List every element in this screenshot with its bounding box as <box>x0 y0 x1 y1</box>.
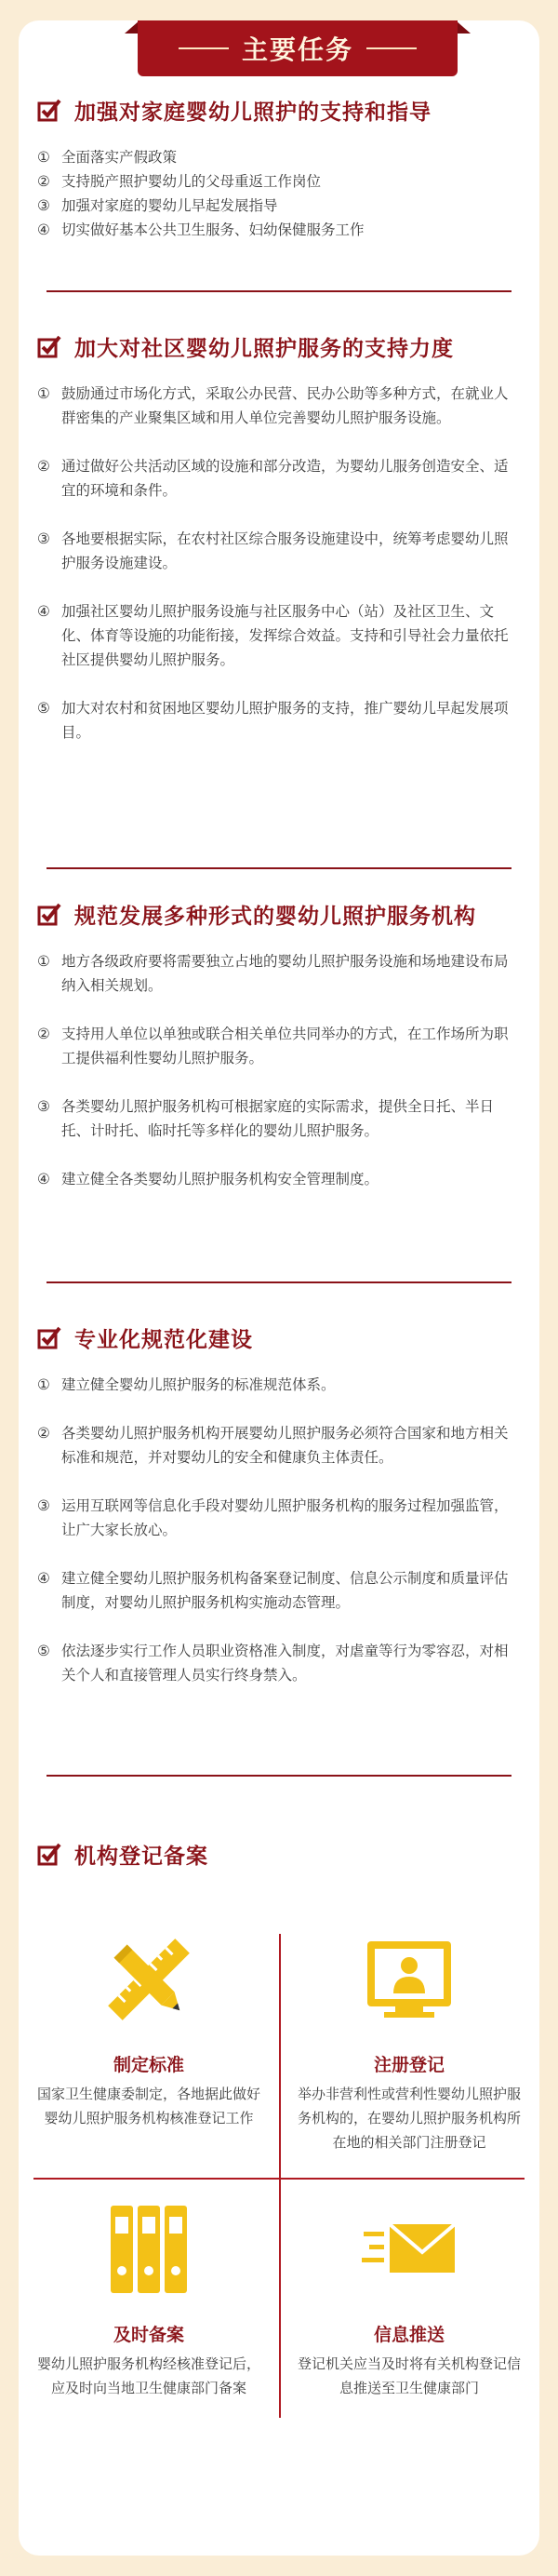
item-text: 加大对农村和贫困地区婴幼儿照护服务的支持，推广婴幼儿早起发展项目。 <box>61 700 509 741</box>
list-item <box>37 1639 521 1687</box>
list-item <box>37 454 521 503</box>
card-title: 制定标准 <box>113 2055 184 2075</box>
item-text: 各类婴幼儿照护服务机构开展婴幼儿照护服务必须符合国家和地方相关标准和规范，并对婴幼儿的安全和健康负主体责任。 <box>61 1425 509 1466</box>
banner-fold-right <box>456 20 471 34</box>
item-text: 加强对家庭的婴幼儿早起发展指导 <box>61 197 278 214</box>
card-description: 登记机关应当及时将有关机构登记信息推送至卫生健康部门 <box>298 2355 522 2396</box>
banner-dash-right <box>366 47 417 49</box>
list-item <box>37 194 521 218</box>
item-number: ④ <box>37 221 50 238</box>
grid-divider-vertical <box>279 1934 281 2418</box>
card-title: 信息推送 <box>373 2325 445 2345</box>
item-text: 加强社区婴幼儿照护服务设施与社区服务中心（站）及社区卫生、文化、体育等设施的功能衔接，发挥综合效益。支持和引导社会力量依托社区提供婴幼儿照护服务。 <box>61 603 509 668</box>
item-text: 依法逐步实行工作人员职业资格准入制度，对虐童等行为零容忍，对相关个人和直接管理人员实行终身禁入。 <box>61 1643 509 1684</box>
item-number: ④ <box>37 1570 50 1587</box>
envelope-icon <box>358 2198 460 2301</box>
ruler-pencil-icon <box>98 1928 200 2031</box>
item-text: 建立健全各类婴幼儿照护服务机构安全管理制度。 <box>61 1171 379 1187</box>
item-number: ② <box>37 173 50 190</box>
banner-title: 主要任务 <box>241 34 353 65</box>
registration-card <box>298 2198 521 2400</box>
list-item <box>37 1373 521 1397</box>
section-professional-standards <box>37 1319 521 1687</box>
list-item <box>37 1566 521 1615</box>
card-description: 国家卫生健康委制定，各地据此做好婴幼儿照护服务机构核准登记工作 <box>37 2086 261 2127</box>
item-text: 鼓励通过市场化方式，采取公办民营、民办公助等多种方式，在就业人群密集的产业聚集区域和用人单位完善婴幼儿照护服务设施。 <box>61 385 509 426</box>
item-text: 通过做好公共活动区域的设施和部分改造，为婴幼儿服务创造安全、适宜的环境和条件。 <box>61 458 509 499</box>
list-item <box>37 949 521 998</box>
section-title: 加强对家庭婴幼儿照护的支持和指导 <box>74 100 432 125</box>
card-title: 及时备案 <box>113 2325 184 2345</box>
item-text: 运用互联网等信息化手段对婴幼儿照护服务机构的服务过程加强监管，让广大家长放心。 <box>61 1497 509 1538</box>
list-item <box>37 696 521 745</box>
registration-card <box>298 1928 521 2154</box>
list-item <box>37 527 521 575</box>
item-number: ② <box>37 458 50 475</box>
card-title: 注册登记 <box>373 2055 445 2075</box>
checkbox-icon <box>37 1325 61 1349</box>
list-item <box>37 382 521 430</box>
section-title: 机构登记备案 <box>74 1844 208 1869</box>
item-text: 支持脱产照护婴幼儿的父母重返工作岗位 <box>61 173 322 190</box>
content-card <box>19 20 539 2556</box>
banner-dash-left <box>179 47 229 49</box>
item-number: ① <box>37 1376 50 1393</box>
item-number: ④ <box>37 603 50 620</box>
list-item <box>37 169 521 194</box>
card-description: 举办非营利性或营利性婴幼儿照护服务机构的，在婴幼儿照护服务机构所在地的相关部门注册登记 <box>298 2086 522 2151</box>
list-item <box>37 1167 521 1191</box>
item-text: 切实做好基本公共卫生服务、妇幼保健服务工作 <box>61 221 365 238</box>
item-text: 建立健全婴幼儿照护服务的标准规范体系。 <box>61 1376 336 1393</box>
section-divider <box>46 1775 512 1777</box>
section-title: 加大对社区婴幼儿照护服务的支持力度 <box>74 336 454 361</box>
item-text: 支持用人单位以单独或联合相关单位共同举办的方式，在工作场所为职工提供福利性婴幼儿照护服务。 <box>61 1026 509 1067</box>
list-item <box>37 1094 521 1143</box>
item-text: 地方各级政府要将需要独立占地的婴幼儿照护服务设施和场地建设布局纳入相关规划。 <box>61 953 509 994</box>
item-number: ③ <box>37 1497 50 1514</box>
section-service-institutions <box>37 895 521 1191</box>
list-item <box>37 1494 521 1542</box>
item-text: 全面落实产假政策 <box>61 149 178 166</box>
section-divider <box>46 290 512 292</box>
item-text: 各地要根据实际，在农村社区综合服务设施建设中，统筹考虑婴幼儿照护服务设施建设。 <box>61 530 509 571</box>
binders-icon <box>98 2198 200 2301</box>
section-divider <box>46 1281 512 1283</box>
item-number: ① <box>37 953 50 970</box>
list-item <box>37 1022 521 1070</box>
id-card-icon <box>358 1928 460 2031</box>
banner <box>138 20 458 76</box>
item-number: ① <box>37 385 50 402</box>
list-item <box>37 218 521 242</box>
checkbox-icon <box>37 1842 61 1866</box>
item-number: ② <box>37 1425 50 1442</box>
checkbox-icon <box>37 902 61 926</box>
section-family-support <box>37 91 521 242</box>
registration-grid <box>19 1908 539 2429</box>
item-number: ③ <box>37 530 50 547</box>
list-item <box>37 599 521 672</box>
section-title: 专业化规范化建设 <box>74 1327 253 1352</box>
registration-card <box>37 2198 260 2400</box>
section-registration <box>37 1835 521 1872</box>
checkbox-icon <box>37 98 61 122</box>
item-number: ③ <box>37 1098 50 1115</box>
list-item <box>37 145 521 169</box>
checkbox-icon <box>37 334 61 358</box>
item-text: 建立健全婴幼儿照护服务机构备案登记制度、信息公示制度和质量评估制度，对婴幼儿照护服务机构实施动态管理。 <box>61 1570 509 1611</box>
list-item <box>37 1421 521 1469</box>
section-divider <box>46 867 512 869</box>
item-number: ⑤ <box>37 1643 50 1659</box>
section-title: 规范发展多种形式的婴幼儿照护服务机构 <box>74 904 476 929</box>
registration-card <box>37 1928 260 2130</box>
item-number: ① <box>37 149 50 166</box>
item-number: ② <box>37 1026 50 1042</box>
item-text: 各类婴幼儿照护服务机构可根据家庭的实际需求，提供全日托、半日托、计时托、临时托等多样化的婴幼儿照护服务。 <box>61 1098 495 1139</box>
item-number: ⑤ <box>37 700 50 717</box>
item-number: ④ <box>37 1171 50 1187</box>
grid-divider-horizontal <box>33 2178 525 2180</box>
section-community-support <box>37 328 521 745</box>
item-number: ③ <box>37 197 50 214</box>
card-description: 婴幼儿照护服务机构经核准登记后，应及时向当地卫生健康部门备案 <box>37 2355 261 2396</box>
